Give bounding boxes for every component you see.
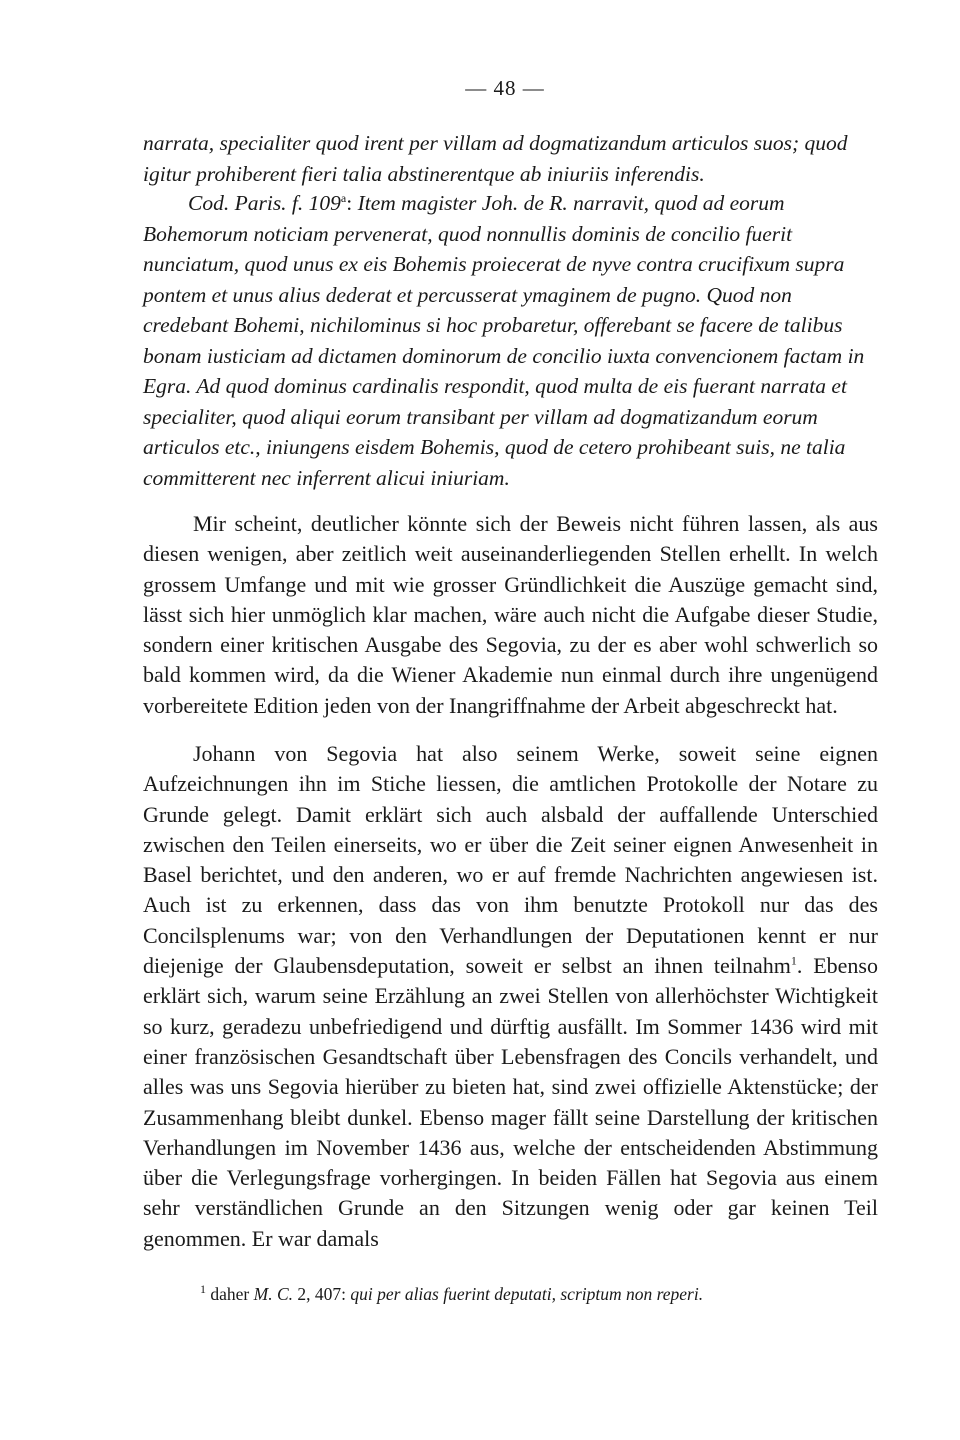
quote-source-colon: : bbox=[346, 191, 353, 215]
footnote-prefix: daher bbox=[210, 1284, 250, 1304]
quote-source bbox=[188, 191, 352, 215]
quote-text: Item magister Joh. de R. narravit, quod ad eorum Bohemorum noticiam pervenerat, quod nonnullis dominis de concilio fuerit nunciatum, quod unus ex eis Bohemis proiecerat de nyve contra crucifixum supra pontem et unus alius dederat et percusserat ymaginem de pugno. Quod non credebant Bohemi, nichilominus si hoc probaretur, offerebant se facere de talibus bonam iusticiam ad dictamen dominorum de concilio iuxta convencionem factam in Egra. Ad quod dominus cardinalis respondit, quod multa de eis fuerant narrata et specialiter, quod aliqui eorum transibant per villam ad dogmatizandum eorum articulos etc., iniungens eisdem Bohemis, quod de cetero prohibeant suis, ne talia committerent nec inferrent alicui iniuriam. bbox=[143, 191, 865, 490]
footnote-quote: qui per alias fuerint deputati, scriptum non reperi. bbox=[350, 1284, 704, 1304]
footnote-page-ref: 2, 407: bbox=[297, 1284, 346, 1304]
footnote-mark: 1 bbox=[200, 1282, 206, 1297]
paragraph-1: Mir scheint, deutlicher könnte sich der Beweis nicht führen lassen, als aus diesen wenigen, aber zeitlich weit auseinanderliegenden Stellen erhellt. In welch grossem Umfange und mit wie grosser Gründlichkeit die Auszüge gemacht sind, lässt sich hier unmöglich klar machen, wäre auch nicht die Aufgabe dieser Studie, sondern einer kritischen Ausgabe des Segovia, zu der es aber wohl schwerlich so bald kommen wird, da die Wiener Akademie nun einmal durch ihre ungenügend vorbereitete Edition jeden von der Inangriffnahme der Arbeit abgeschreckt hat. bbox=[143, 511, 878, 718]
latin-quote-continuation: narrata, specialiter quod irent per villam ad dogmatizandum articulos suos; quod igitur prohiberent fieri talia abstinerentque ab iniuriis inferendis. bbox=[143, 131, 848, 186]
footnote-source: M. C. bbox=[253, 1284, 293, 1304]
paragraph-2 bbox=[143, 739, 878, 1254]
latin-quote-paris bbox=[143, 188, 878, 493]
paragraph-2-text-a: Johann von Segovia hat also seinem Werke, soweit seine eignen Aufzeichnungen ihn im Stiche liessen, die amtlichen Protokolle der Notare zu Grunde gelegt. Damit erklärt sich auch alsbald der auffallende Unterschied zwischen den Teilen einerseits, wo er über die Zeit seiner eignen Anwesenheit in Basel berichtet, und den anderen, wo er auf fremde Nachrichten angewiesen ist. Auch ist zu erkennen, dass das von ihm benutzte Protokoll nur das des Concilsplenums war; von den Verhandlungen der Deputationen kennt er nur diejenige der Glaubensdeputation, soweit er selbst an ihnen teilnahm bbox=[143, 741, 878, 979]
footnote-reference[interactable]: 1 bbox=[790, 953, 797, 968]
footnote bbox=[200, 1282, 890, 1306]
page-number: — 48 — bbox=[465, 76, 545, 100]
quote-source-superscript: a bbox=[340, 190, 347, 205]
paragraph-2-text-b: . Ebenso erklärt sich, warum seine Erzählung an zwei Stellen von allerhöchster Wichtigkeit so kurz, geradezu unbefriedigend und dürftig ausfällt. Im Sommer 1436 wird mit einer französischen Gesandtschaft über Lebensfragen des Concils verhandelt, und alles was uns Segovia hierüber zu bieten hat, sind zwei offizielle Aktenstücke; der Zusammenhang bleibt dunkel. Ebenso mager fällt seine Darstellung der kritischen Verhandlungen im November 1436 aus, welche der entscheidenden Abstimmung über die Verlegungsfrage vorhergingen. In beiden Fällen hat Segovia aus einem sehr verständlichen Grunde an den Sitzungen wenig oder gar keinen Teil genommen. Er war damals bbox=[143, 953, 878, 1251]
quote-source-prefix: Cod. Paris. f. 109 bbox=[188, 191, 341, 215]
